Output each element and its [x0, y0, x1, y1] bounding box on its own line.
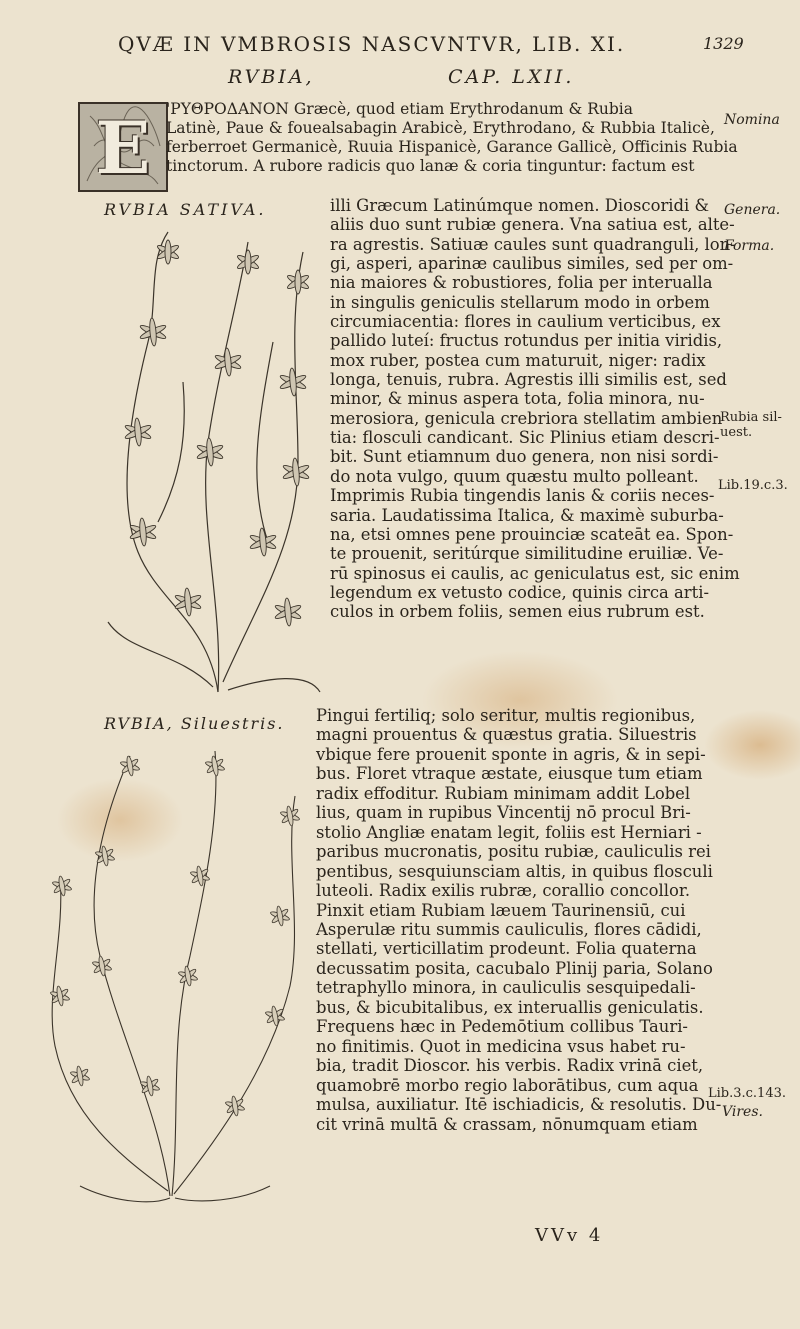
text-line: stolio Angliæ enatam legit, foliis est Herniari - [316, 822, 702, 842]
text-line: minor, & minus aspera tota, folia minora, nu- [330, 389, 705, 409]
text-line: merosiora, genicula crebriora stellatim ambien [330, 408, 723, 428]
text-line: tetraphyllo minora, in cauliculis sesquipedali- [316, 978, 696, 998]
text-line: in singulis geniculis stellarum modo in orbem [330, 292, 710, 312]
lower-text-column [316, 706, 720, 1134]
margin-note-rubia-sil-2: uest. [720, 425, 753, 440]
text-line: radix effoditur. Rubiam minimam addit Lobel [316, 783, 691, 803]
text-line: aliis duo sunt rubiæ genera. Vna satiua est, alte- [330, 215, 735, 235]
rubia-siluestris-illustration [40, 736, 310, 1206]
text-line: gi, asperi, aparinæ caulibus similes, sed per om- [330, 254, 734, 274]
text-line: bit. Sunt etiamnum duo genera, non nisi sordi- [330, 447, 719, 467]
margin-note-forma: Forma. [724, 238, 775, 254]
text-line: tia: flosculi candicant. Sic Plinius etiam descri- [330, 428, 720, 448]
rubia-sativa-illustration [98, 222, 324, 700]
text-line: pentibus, sesquiunsciam altis, in quibus flosculi [316, 861, 713, 881]
text-line: culos in orbem foliis, semen eius rubrum est. [330, 602, 705, 622]
initial-letter: E [95, 104, 151, 190]
figure-caption-siluestris: RVBIA, Siluestris. [104, 714, 285, 733]
decorated-initial [78, 102, 168, 192]
text-line: cit vrinā multā & crassam, nōnumquam etiam [316, 1114, 698, 1134]
text-line: pallido luteí: fructus rotundus per initia viridis, [330, 331, 723, 351]
text-line: circumiacentia: flores in caulium verticibus, ex [330, 312, 721, 332]
text-line: mulsa, auxiliatur. Itē ischiadicis, & resolutis. Du- [316, 1095, 722, 1115]
text-line: mox ruber, postea cum maturuit, niger: radix [330, 350, 706, 370]
page-number: 1329 [703, 34, 744, 53]
text-line: na, etsi omnes pene prouinciæ scateāt ea. Spon- [330, 524, 734, 544]
text-line: luteoli. Radix exilis rubræ, corallio concollor. [316, 881, 691, 901]
text-line: bia, tradit Dioscor. his verbis. Radix vrinā ciet, [316, 1056, 704, 1076]
text-line: do nota vulgo, quum quæstu multo polleant. [330, 466, 699, 486]
margin-note-nomina: Nomina [724, 112, 780, 128]
text-line: ferberroet Germanicè, Ruuia Hispanicè, Garance Gallicè, Officinis Rubia [166, 138, 738, 156]
text-line: Imprimis Rubia tingendis lanis & coriis neces- [330, 486, 715, 506]
text-line: tinctorum. A rubore radicis quo lanæ & coria tinguntur: factum est [166, 157, 695, 175]
figure-caption-sativa: RVBIA SATIVA. [104, 200, 267, 219]
text-line: Pinxit etiam Rubiam læuem Taurinensiū, cui [316, 900, 686, 920]
text-line: magni prouentus & quæstus gratia. Siluestris [316, 725, 697, 745]
text-line: decussatim posita, cacubalo Plinij paria, Solano [316, 958, 713, 978]
text-line: te prouenit, seritúrque similitudine eruiliæ. Ve- [330, 544, 724, 564]
text-line: lius, quam in rupibus Vincentij nō procul Bri- [316, 803, 691, 823]
text-line: saria. Laudatissima Italica, & maximè suburba- [330, 505, 724, 525]
signature-mark: VVv 4 [535, 1225, 604, 1246]
text-line: bus. Floret vtraque æstate, eiusque tum etiam [316, 764, 703, 784]
margin-note-ref-plinius: Lib.19.c.3. [718, 478, 788, 493]
margin-note-vires: Vires. [722, 1104, 763, 1120]
text-line: 'ΡΥΘΡΟΔΑΝΟΝ Græcè, quod etiam Erythrodanum & Rubia [166, 100, 633, 118]
text-line: illi Græcum Latinúmque nomen. Dioscoridi & [330, 196, 710, 215]
chapter-number: CAP. LXII. [448, 66, 575, 88]
text-line: no finitimis. Quot in medicina vsus habet ru- [316, 1036, 686, 1056]
text-line: longa, tenuis, rubra. Agrestis illi similis est, sed [330, 370, 727, 390]
running-title: QVÆ IN VMBROSIS NASCVNTVR, LIB. XI. [118, 32, 626, 56]
text-line: stellati, verticillatim prodeunt. Folia quaterna [316, 939, 697, 959]
chapter-plant-name: RVBIA, [228, 66, 315, 88]
margin-note-rubia-sil: Rubia sil- [720, 410, 782, 425]
text-line: rū spinosus ei caulis, ac geniculatus est, sic enim [330, 563, 740, 583]
text-line: bus, & bicubitalibus, ex interuallis geniculatis. [316, 997, 704, 1017]
text-line: Latinè, Paue & fouealsabagin Arabicè, Erythrodano, & Rubbia Italicè, [166, 119, 715, 137]
margin-note-ref-dioscorides: Lib.3.c.143. [708, 1086, 787, 1101]
text-line: nia maiores & robustiores, folia per interualla [330, 273, 713, 293]
text-line: paribus mucronatis, positu rubiæ, cauliculis rei [316, 842, 711, 862]
text-line: ra agrestis. Satiuæ caules sunt quadranguli, lon- [330, 234, 736, 254]
margin-note-genera: Genera. [724, 202, 781, 218]
text-line: Asperulæ ritu summis cauliculis, flores cādidi, [316, 919, 702, 939]
text-line: Frequens hæc in Pedemōtium collibus Tauri- [316, 1017, 688, 1037]
text-line: legendum ex vetusto codice, quinis circa arti- [330, 582, 710, 602]
text-line: quamobrē morbo regio laborātibus, cum aqua [316, 1075, 699, 1095]
text-line: vbique fere prouenit sponte in agris, & in sepi- [316, 744, 706, 764]
intro-paragraph [166, 100, 738, 176]
text-line: Pingui fertiliq; solo seritur, multis regionibus, [316, 706, 696, 725]
